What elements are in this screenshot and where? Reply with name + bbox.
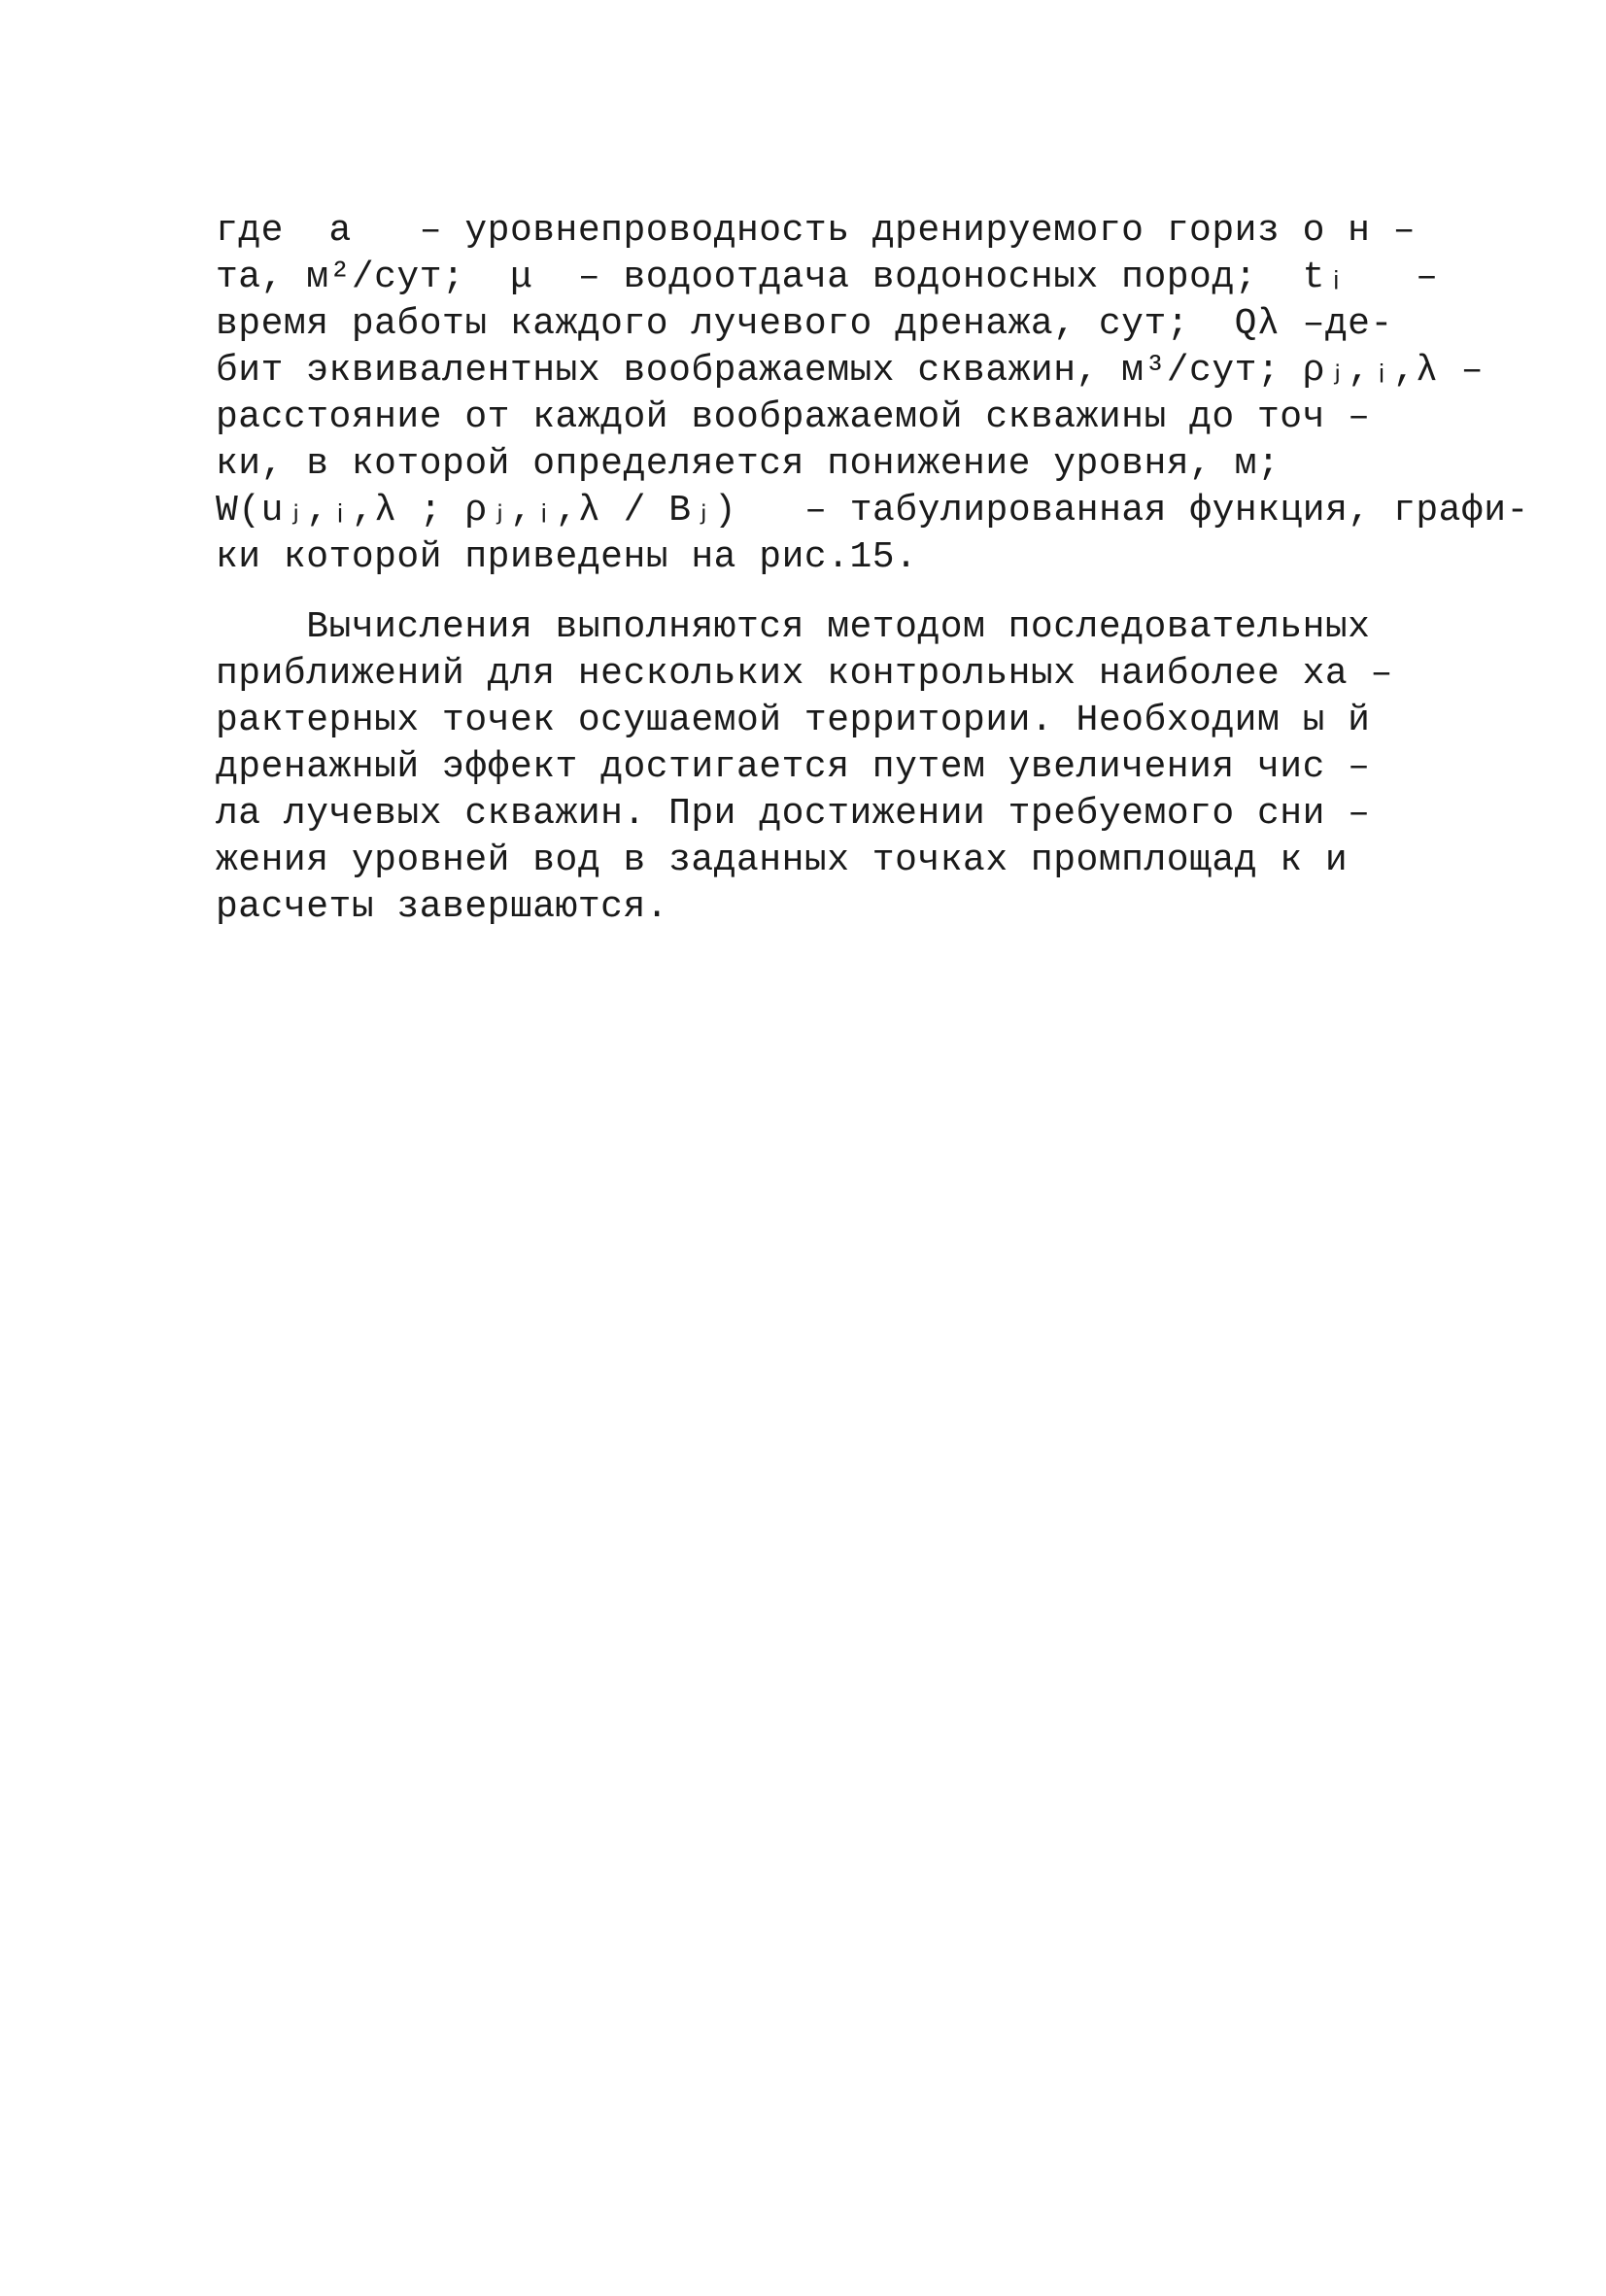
text-line: дренажный эффект достигается путем увеличения чис – (216, 746, 1371, 788)
text-line: рактерных точек осушаемой территории. Необходим ы й (216, 700, 1371, 741)
text-line: где a – уровнепроводность дренируемого гориз о н – (216, 210, 1417, 252)
text-line: расчеты завершаются. (216, 886, 669, 928)
text-line: время работы каждого лучевого дренажа, сут; Qλ –де- (216, 303, 1393, 345)
text-line: ки, в которой определяется понижение уровня, м; (216, 443, 1281, 485)
text-line: W(uⱼ,ᵢ,λ ; ρⱼ,ᵢ,λ / Bⱼ) – табулированная функция, графи- (216, 490, 1529, 531)
text-line: жения уровней вод в заданных точках промплощад к и (216, 840, 1349, 881)
method-paragraph (216, 604, 1420, 931)
text-line: Вычисления выполняются методом последовательных (216, 606, 1371, 648)
text-line: ки которой приведены на рис.15. (216, 536, 918, 578)
text-line: приближений для нескольких контрольных наиболее ха – (216, 653, 1393, 695)
text-line: расстояние от каждой воображаемой скважины до точ – (216, 396, 1371, 438)
text-line: та, м²/сут; μ – водоотдача водоносных пород; tᵢ – (216, 257, 1439, 298)
definitions-paragraph (216, 208, 1529, 581)
text-line: ла лучевых скважин. При достижении требуемого сни – (216, 793, 1371, 835)
text-line: бит эквивалентных воображаемых скважин, м³/сут; ρⱼ,ᵢ,λ – (216, 350, 1485, 392)
